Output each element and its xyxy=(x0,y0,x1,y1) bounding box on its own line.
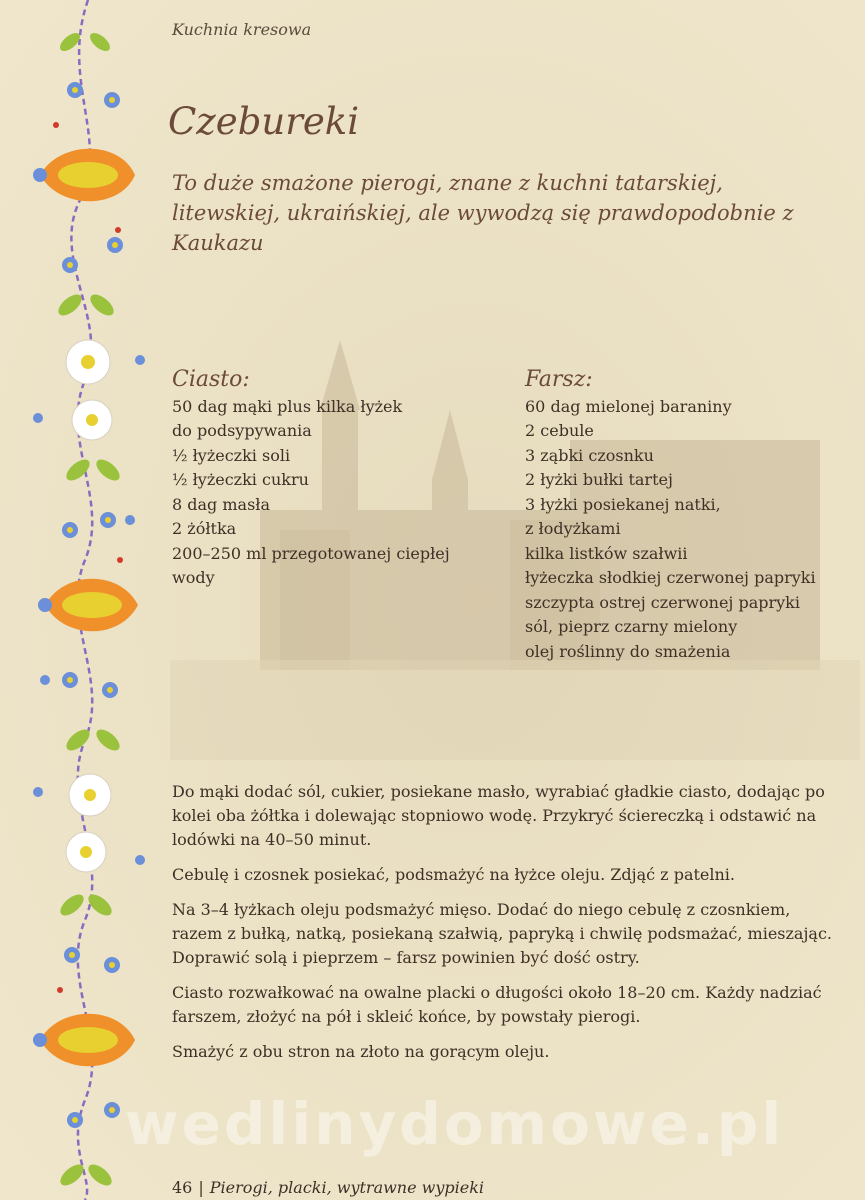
page-number: 46 xyxy=(172,1178,193,1197)
instruction-step: Ciasto rozwałkować na owalne placki o długości około 18–20 cm. Każdy nadziać farszem, złożyć na pół i skleić końce, by powstały pierogi. xyxy=(172,983,822,1026)
ingredient-item: 200–250 ml przegotowanej ciepłej xyxy=(172,543,450,563)
recipe-title: Czebureki xyxy=(168,100,360,143)
daisy-icon xyxy=(66,774,111,872)
ingredient-item: z łodyżkami xyxy=(525,519,621,538)
recipe-instructions xyxy=(172,780,832,1075)
ingredient-item: 2 żółtka xyxy=(172,519,237,538)
ingredient-item: olej roślinny do smażenia xyxy=(525,641,731,661)
ingredient-item: kilka listków szałwii xyxy=(525,543,688,563)
ingredient-item: 3 ząbki czosnku xyxy=(525,445,654,465)
instruction-step: Do mąki dodać sól, cukier, posiekane masło, wyrabiać gładkie ciasto, dodając po kolei oba żółtka i dolewając stopniowo wodę. Przykryć ściereczką i odstawić na lodówki na 40–50 minut. xyxy=(172,782,825,849)
ingredient-item: 60 dag mielonej baraniny xyxy=(525,396,732,416)
ingredient-item: ½ łyżeczki soli xyxy=(172,445,291,465)
dough-ingredients xyxy=(172,368,502,591)
floral-border-icon xyxy=(0,0,160,1200)
ingredient-item: 8 dag masła xyxy=(172,494,271,514)
tulip-icon xyxy=(33,149,135,202)
ingredient-item: 50 dag mąki plus kilka łyżek xyxy=(172,396,403,416)
watermark: wedlinydomowe.pl xyxy=(125,1090,785,1158)
instruction-step: Cebulę i czosnek posiekać, podsmażyć na łyżce oleju. Zdjąć z patelni. xyxy=(172,865,735,884)
ingredient-item: do podsypywania xyxy=(172,421,312,440)
filling-heading: Farsz: xyxy=(525,367,593,392)
section-title: Pierogi, placki, wytrawne wypieki xyxy=(209,1178,485,1197)
ingredient-item: 2 cebule xyxy=(525,421,594,440)
footer-separator: | xyxy=(198,1178,204,1197)
ingredient-item: 3 łyżki posiekanej natki, xyxy=(525,494,721,514)
ingredient-item: sól, pieprz czarny mielony xyxy=(525,617,738,636)
instruction-step: Smażyć z obu stron na złoto na gorącym oleju. xyxy=(172,1042,550,1061)
tulip-icon xyxy=(38,579,138,632)
filling-ingredients xyxy=(525,368,855,664)
instruction-step: Na 3–4 łyżkach oleju podsmażyć mięso. Dodać do niego cebulę z czosnkiem, razem z bułką, natką, posiekaną szałwią, papryką i chwilę podsmażać, mieszając. Doprawić solą i pieprzem – farsz powinien być dość ostry. xyxy=(172,900,833,967)
ingredient-item: łyżeczka słodkiej czerwonej papryki xyxy=(525,568,816,587)
ingredient-item: wody xyxy=(172,568,215,587)
tulip-icon xyxy=(33,1014,135,1067)
ingredient-item: ½ łyżeczki cukru xyxy=(172,470,309,489)
daisy-icon xyxy=(66,340,112,440)
ingredient-item: szczypta ostrej czerwonej papryki xyxy=(525,592,800,612)
dough-heading: Ciasto: xyxy=(172,367,250,392)
recipe-subtitle: To duże smażone pierogi, znane z kuchni tatarskiej, litewskiej, ukraińskiej, ale wywodzą się prawdopodobnie z Kaukazu xyxy=(172,171,794,255)
book-header: Kuchnia kresowa xyxy=(172,20,312,39)
ingredient-item: 2 łyżki bułki tartej xyxy=(525,470,673,489)
page-footer xyxy=(172,1178,484,1197)
